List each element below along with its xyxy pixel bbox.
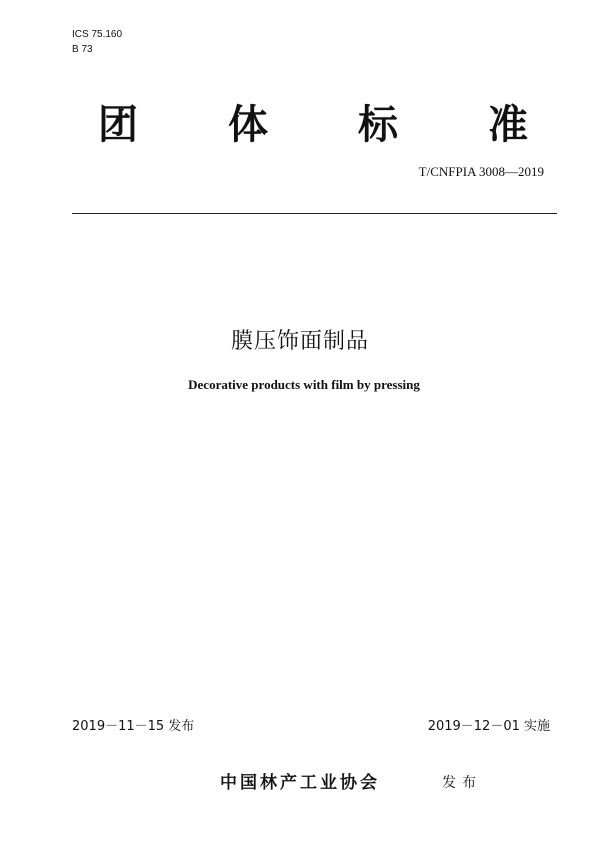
ccs-code: B 73 [72,44,93,55]
publish-date: 2019－11－15 发布 [72,719,195,734]
issue-label: 发布 [442,775,482,791]
document-title-chinese: 膜压饰面制品 [230,329,369,354]
ics-code: ICS 75.160 [72,29,123,40]
standard-type-char: 准 [488,102,528,148]
implement-date: 2019－12－01 实施 [427,719,550,734]
standard-number: T/CNFPIA 3008—2019 [418,164,544,179]
standard-type-char: 团 [98,102,138,148]
header-divider [72,213,557,214]
standard-type-char: 体 [228,102,268,148]
document-title-english: Decorative products with film by pressing [188,377,420,392]
standard-type-char: 标 [358,102,398,148]
standard-type-heading [88,100,538,150]
issuing-organization: 中国林产工业协会 [220,773,380,793]
